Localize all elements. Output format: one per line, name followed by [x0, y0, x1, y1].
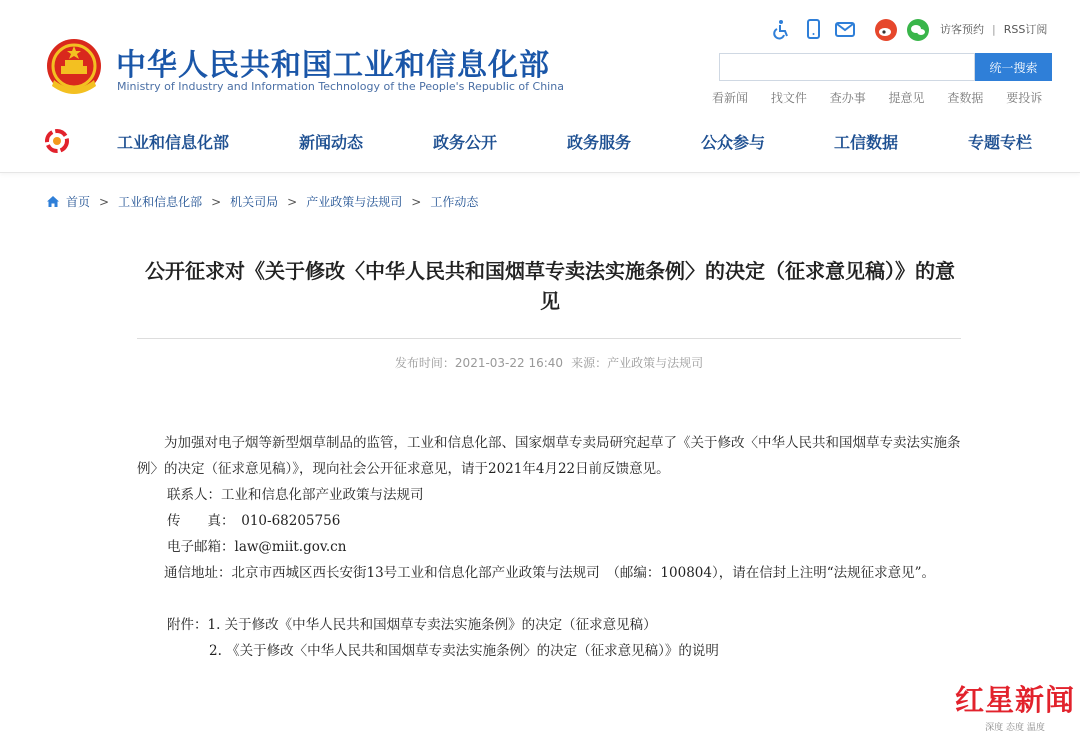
home-icon[interactable]: [46, 195, 60, 208]
fax-line: 传 真： 010-68205756: [167, 513, 341, 529]
quick-link-news[interactable]: 看新闻: [712, 91, 749, 105]
breadcrumb-separator: >: [411, 194, 422, 209]
mobile-icon[interactable]: [802, 18, 824, 40]
breadcrumb-home[interactable]: 首页: [66, 195, 91, 209]
quick-link-feedback[interactable]: 提意见: [888, 91, 925, 105]
site-header: [0, 0, 1080, 173]
visitor-appointment-link[interactable]: 访客预约: [940, 23, 984, 36]
article-source: 来源：产业政策与法规司: [571, 356, 704, 370]
site-title[interactable]: 中华人民共和国工业和信息化部: [116, 48, 550, 83]
breadcrumb-separator: >: [99, 194, 110, 209]
weibo-icon[interactable]: [874, 18, 896, 40]
publish-time: 发布时间：2021-03-22 16:40: [394, 356, 564, 370]
top-links: [940, 21, 1047, 37]
article-body: [137, 430, 961, 664]
article-title: 公开征求对《关于修改〈中华人民共和国烟草专卖法实施条例〉的决定（征求意见稿）》的意见: [145, 259, 955, 313]
search-button[interactable]: 统一搜索: [975, 53, 1052, 81]
email-line: 电子邮箱：law@miit.gov.cn: [167, 539, 347, 555]
intro-paragraph: 为加强对电子烟等新型烟草制品的监管，工业和信息化部、国家烟草专卖局研究起草了《关于修改〈中华人民共和国烟草专卖法实施条例〉的决定（征求意见稿）》，现向社会公开征求意见，请于2021年4月22日前反馈意见。: [137, 435, 961, 477]
breadcrumb-work-news[interactable]: 工作动态: [430, 195, 479, 209]
address-line: 通信地址：北京市西城区西长安街13号工业和信息化部产业政策与法规司 （邮编：100804），请在信封上注明“法规征求意见”。: [164, 565, 936, 581]
nav-item-public-participation[interactable]: 公众参与: [701, 133, 766, 152]
breadcrumb-separator: >: [211, 194, 222, 209]
title-divider: [137, 338, 961, 339]
rss-link[interactable]: RSS订阅: [1003, 23, 1048, 36]
top-icon-bar: [770, 14, 938, 44]
ministry-logo-icon[interactable]: [44, 128, 70, 154]
mail-icon[interactable]: [834, 18, 856, 40]
wechat-icon[interactable]: [906, 18, 928, 40]
watermark-logo: 红星新闻: [955, 683, 1076, 717]
breadcrumb: [46, 193, 478, 210]
breadcrumb-ministry[interactable]: 工业和信息化部: [118, 195, 203, 209]
search-input[interactable]: [719, 53, 975, 81]
quick-link-files[interactable]: 找文件: [770, 91, 807, 105]
site-subtitle: Ministry of Industry and Information Technology of the People's Republic of China: [117, 80, 564, 93]
quick-link-data[interactable]: 查数据: [947, 91, 984, 105]
top-links-separator: |: [992, 23, 996, 36]
nav-item-gov-services[interactable]: 政务服务: [567, 133, 632, 152]
watermark: [955, 678, 1075, 733]
nav-item-ministry[interactable]: 工业和信息化部: [117, 133, 230, 152]
nav-item-news[interactable]: 新闻动态: [299, 133, 364, 152]
main-nav: [0, 118, 1080, 162]
breadcrumb-departments[interactable]: 机关司局: [230, 195, 279, 209]
nav-item-gov-affairs[interactable]: 政务公开: [433, 133, 498, 152]
article-meta: [137, 354, 961, 371]
attachment-1-link[interactable]: 附件：1. 关于修改《中华人民共和国烟草专卖法实施条例》的决定（征求意见稿）: [167, 617, 657, 633]
quick-link-complaint[interactable]: 要投诉: [1006, 91, 1043, 105]
breadcrumb-policy-dept[interactable]: 产业政策与法规司: [306, 195, 403, 209]
attachment-2-link[interactable]: 2. 《关于修改〈中华人民共和国烟草专卖法实施条例〉的决定（征求意见稿）》的说明: [209, 643, 719, 659]
watermark-slogan: 深度 态度 温度: [985, 723, 1045, 733]
quick-link-services[interactable]: 查办事: [829, 91, 866, 105]
national-emblem-icon[interactable]: [44, 36, 104, 98]
nav-item-special-topics[interactable]: 专题专栏: [968, 133, 1033, 152]
nav-item-data[interactable]: 工信数据: [834, 133, 899, 152]
contact-line: 联系人：工业和信息化部产业政策与法规司: [167, 487, 424, 503]
quick-links: [712, 89, 1042, 106]
accessibility-icon[interactable]: [770, 18, 792, 40]
breadcrumb-separator: >: [287, 194, 298, 209]
